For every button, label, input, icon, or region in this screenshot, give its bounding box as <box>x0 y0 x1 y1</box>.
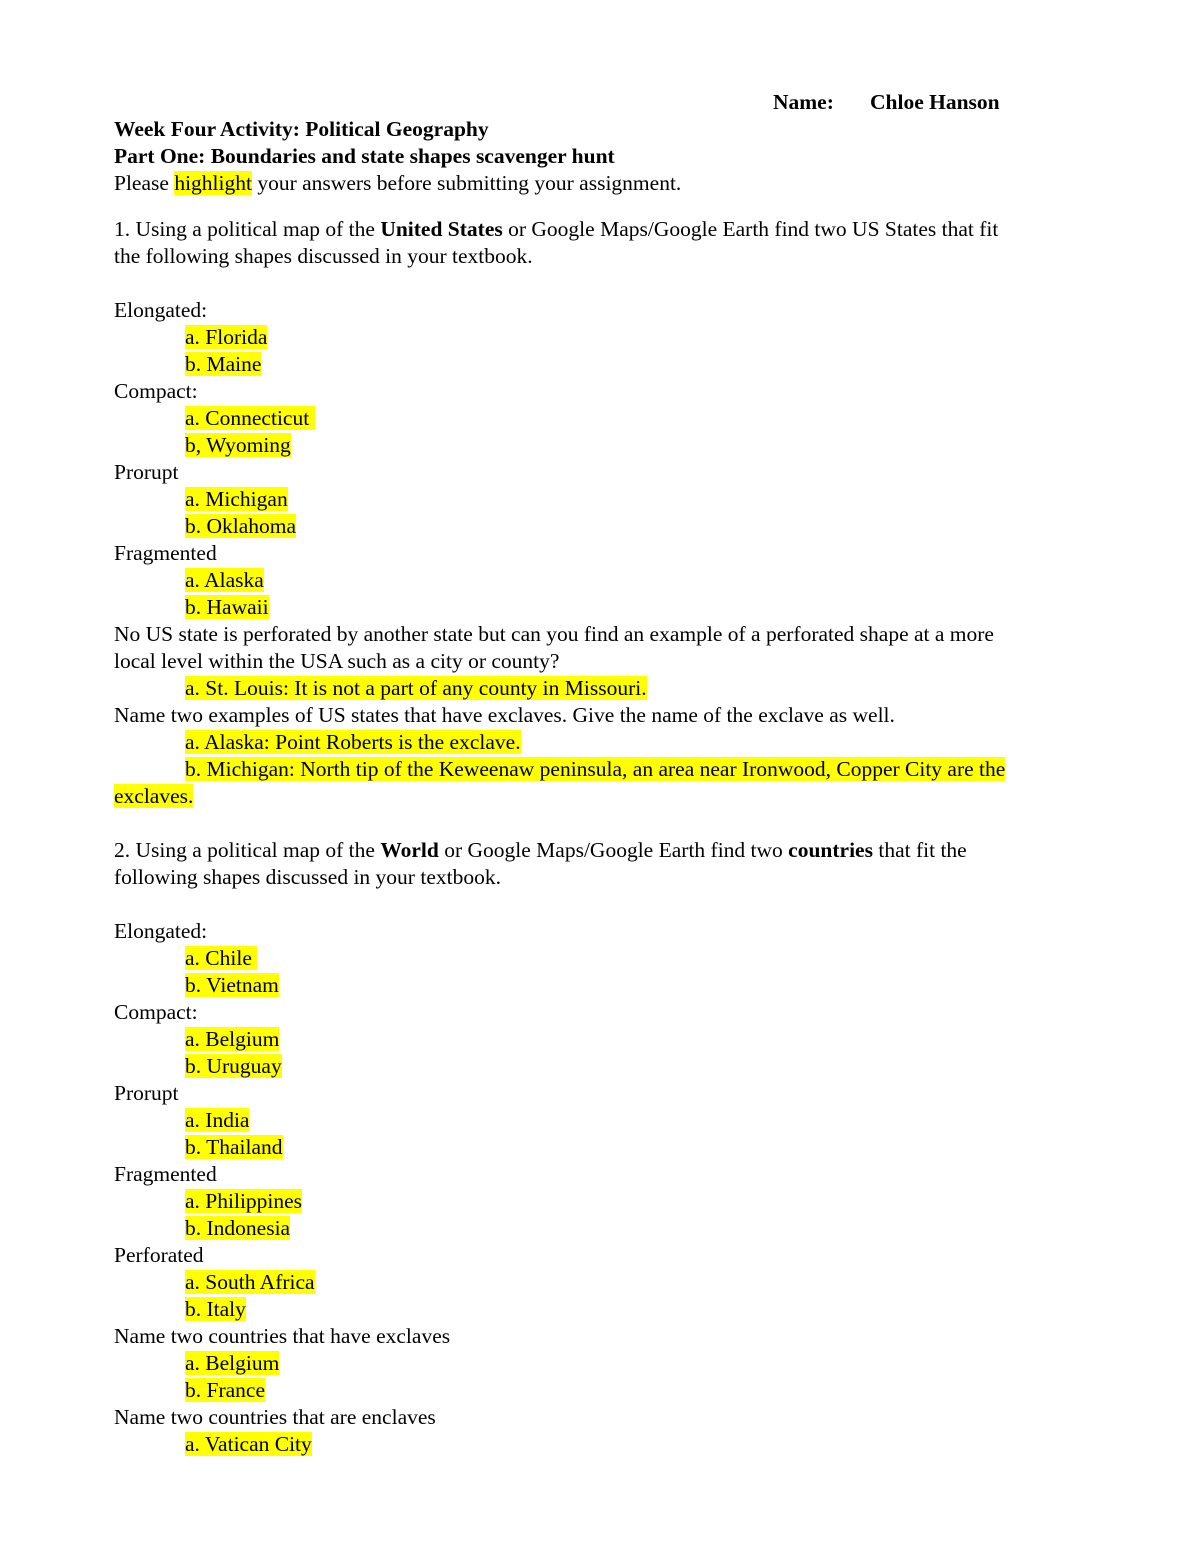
q1-fragmented-answer-b: b. Hawaii <box>185 595 269 619</box>
page-subtitle: Part One: Boundaries and state shapes scavenger hunt <box>114 144 615 168</box>
q2-prorupt-answer-b: b. Thailand <box>185 1135 283 1159</box>
q2-fragmented-answer-b: b. Indonesia <box>185 1216 291 1240</box>
q2-compact-answer-b: b. Uruguay <box>185 1054 282 1078</box>
q2-elongated-answer-b: b. Vietnam <box>185 973 279 997</box>
q1-perforated-answer: a. St. Louis: It is not a part of any county in Missouri. <box>185 676 647 700</box>
q1-prorupt-answer-a: a. Michigan <box>185 487 288 511</box>
q2-prorupt-label: Prorupt <box>114 1081 179 1105</box>
q1-prorupt-answer-b: b. Oklahoma <box>185 514 297 538</box>
q2-perforated-answer-a: a. South Africa <box>185 1270 315 1294</box>
q2-perforated-answer-b: b. Italy <box>185 1297 246 1321</box>
q2-exclaves-answer-b: b. France <box>185 1378 265 1402</box>
q1-elongated-answer-b: b. Maine <box>185 352 262 376</box>
q1-exclaves-answer-b: b. Michigan: North tip of the Keweenaw peninsula, an area near Ironwood, Copper City are the <box>185 757 1006 781</box>
student-name-row <box>773 89 1000 116</box>
highlight-word: highlight <box>174 171 252 195</box>
q2-prorupt-answer-a: a. India <box>185 1108 250 1132</box>
name-value: Chloe Hanson <box>870 90 1000 114</box>
q2-elongated-answer-a: a. Chile <box>185 946 258 970</box>
page-title: Week Four Activity: Political Geography <box>114 117 489 141</box>
q2-exclaves-answer-a: a. Belgium <box>185 1351 280 1375</box>
q1-prorupt-label: Prorupt <box>114 460 179 484</box>
name-label: Name: <box>773 90 834 114</box>
q2-enclaves-label: Name two countries that are enclaves <box>114 1405 436 1429</box>
q1-perforated-question: No US state is perforated by another state but can you find an example of a perforated shape at a more <box>114 622 994 646</box>
instructions: Please highlight your answers before submitting your assignment. <box>114 171 682 195</box>
q2-compact-label: Compact: <box>114 1000 198 1024</box>
q2-prompt: 2. Using a political map of the World or Google Maps/Google Earth find two countries that fit the <box>114 838 967 862</box>
q1-fragmented-label: Fragmented <box>114 541 217 565</box>
q1-prompt: 1. Using a political map of the United States or Google Maps/Google Earth find two US States that fit <box>114 217 999 241</box>
q1-exclaves-answer-b-cont: exclaves. <box>114 784 194 808</box>
q1-elongated-label: Elongated: <box>114 298 208 322</box>
q2-compact-answer-a: a. Belgium <box>185 1027 280 1051</box>
q1-exclaves-answer-a: a. Alaska: Point Roberts is the exclave. <box>185 730 521 754</box>
q1-prompt-line2: the following shapes discussed in your textbook. <box>114 244 533 268</box>
q2-elongated-label: Elongated: <box>114 919 208 943</box>
q2-fragmented-label: Fragmented <box>114 1162 217 1186</box>
q1-exclaves-question: Name two examples of US states that have exclaves. Give the name of the exclave as well. <box>114 703 895 727</box>
q2-exclaves-label: Name two countries that have exclaves <box>114 1324 451 1348</box>
q2-fragmented-answer-a: a. Philippines <box>185 1189 303 1213</box>
q1-fragmented-answer-a: a. Alaska <box>185 568 264 592</box>
q2-enclaves-answer-a: a. Vatican City <box>185 1432 312 1456</box>
q1-compact-label: Compact: <box>114 379 198 403</box>
q1-elongated-answer-a: a. Florida <box>185 325 268 349</box>
q1-perforated-question-line2: local level within the USA such as a city or county? <box>114 649 560 673</box>
q2-prompt-line2: following shapes discussed in your textbook. <box>114 865 501 889</box>
q1-compact-answer-a: a. Connecticut <box>185 406 315 430</box>
q1-compact-answer-b: b, Wyoming <box>185 433 291 457</box>
q2-perforated-label: Perforated <box>114 1243 204 1267</box>
